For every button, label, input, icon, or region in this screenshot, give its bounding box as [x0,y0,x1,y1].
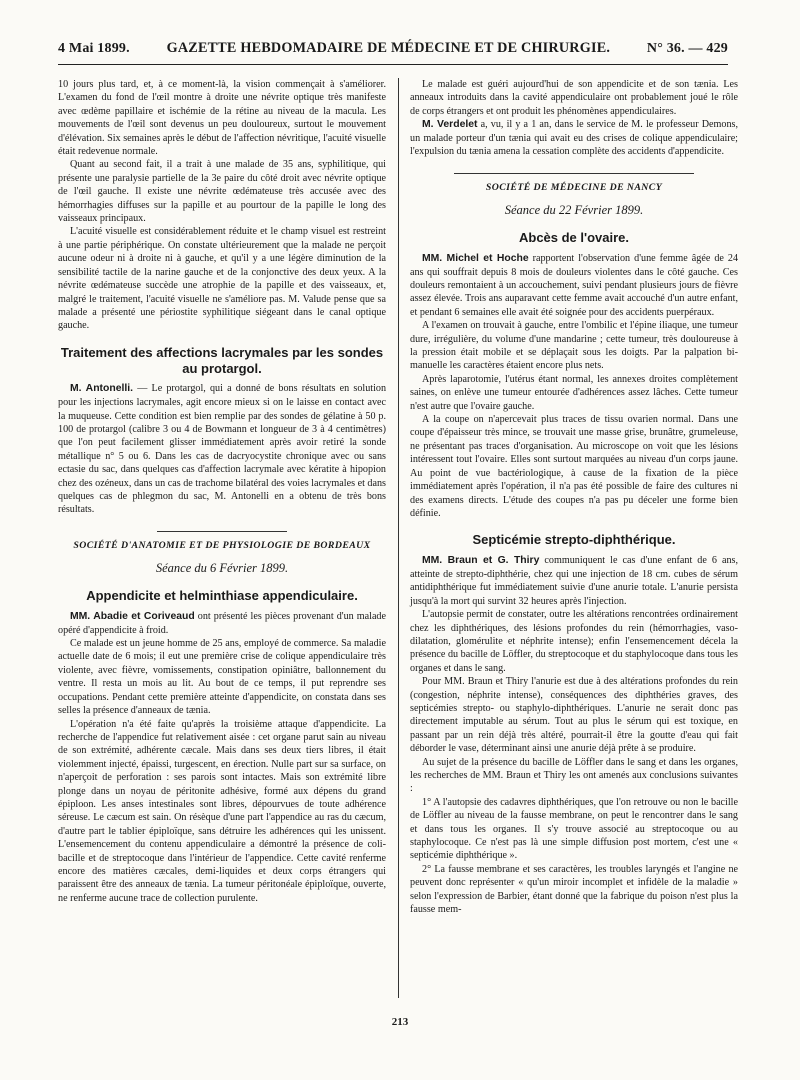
section-heading-septicemie: Septicémie strepto-diphthérique. [472,532,676,548]
column-divider [398,78,399,998]
page-header [58,40,728,65]
session-date-bordeaux: Séance du 6 Février 1899. [155,560,289,575]
society-heading-nancy: SOCIÉTÉ DE MÉDECINE DE NANCY [485,181,663,193]
section-heading-abces: Abcès de l'ovaire. [518,230,630,246]
paragraph: 1° A l'autopsie des cadavres diphthériques, que l'on retrouve ou non le bacille de Löffler au niveau de la fausse membrane, on peut le rencontrer dans le sang et dans tous les organes. Il s'y trouve associé au streptocoque ou au staphylocoque. Ce n'est pas là une simple diffusion post mortem, c'est une « septicémie diphthérique ». [410,796,738,862]
folio-number: 213 [391,1016,409,1028]
paragraph: Quant au second fait, il a trait à une malade de 35 ans, syphilitique, qui présente une paralysie partielle de la 3e paire du côté droit avec névrite optique de l'œil gauche. Il existe une névrite œdémateuse très accusée avec des hémorrhagies diffuses sur la papille et au pourtour de la papille le long des vaisseaux principaux. [58,159,386,225]
paragraph: MM. Braun et G. Thiry communiquent le cas d'une enfant de 6 ans, atteinte de strepto-diphthérie, chez qui une injection de 18 cm. cubes de sérum antidiphthérique fut immédiatement suivie d'une anurie totale. L'anurie persista jusqu'à la mort qui survint 32 heures après l'injection. [410,555,738,607]
paragraph: Après laparotomie, l'utérus étant normal, les annexes droites complètement saines, on enlève une tumeur entourée d'adhérences assez lâches. Cette tumeur n'est autre que l'ovaire gauche. [410,373,738,412]
paragraph: M. Verdelet a, vu, il y a 1 an, dans le service de M. le professeur Demons, un malade porteur d'un tænia qui avait eu des crises de colique appendiculaire; l'expulsion du tænia amena la cessation complète des accidents d'appendicite. [410,119,738,158]
author-name: M. Verdelet [422,119,478,131]
section-rule [157,531,287,532]
paragraph: A la coupe on n'apercevait plus traces de tissu ovarien normal. Dans une coupe d'épaisseur très mince, se trouvait une masse grise, brunâtre, grumeleuse, ne présentant pas traces d'organisation. Au microscope on voit que les lésions intéressent tout l'ovaire. Elles sont surtout marquées au niveau d'un corps jaune. Au point de vue bactériologique, à cause de la fixation de la pièce immédiatement après l'opération, il n'a pas été possible de faire des cultures ni des examens directs. L'étude des coupes n'a pas pu déceler une forme bien définie. [410,414,738,519]
left-column [58,78,386,905]
author-name: MM. Abadie et Coriveaud [70,610,195,622]
issue-page-number: N° 36. — 429 [646,41,728,56]
header-date: 4 Mai 1899. [58,41,130,56]
paragraph: Au sujet de la présence du bacille de Löffler dans le sang et dans les organes, les recherches de MM. Braun et Thiry les ont amenés aux conclusions suivantes : [410,756,738,795]
paragraph: Le malade est guéri aujourd'hui de son appendicite et de son tænia. Les anneaux introduits dans la cavité appendiculaire ont probablement joué le rôle de corps étrangers et ont produit les phénomènes appendiculaires. [410,79,738,117]
author-name: M. Antonelli. [70,383,134,395]
paragraph: L'autopsie permit de constater, outre les altérations rencontrées ordinairement chez les diphthériques, des lésions profondes du rein (hémorrhagies, vaso-dilatation, glomérulite et néphrite intense); enfin l'ensemencement décela la présence du bacille de Löffler, du streptocoque et du staphylocoque dans tous les organes et dans le sang. [410,609,738,674]
paragraph: A l'examen on trouvait à gauche, entre l'ombilic et l'épine iliaque, une tumeur dure, irrégulière, du volume d'une mandarine ; cette tumeur, très douloureuse à la pression était mobile et se déplaçait sous les doigts. Par la palpation bi-manuelle les caractères étaient encore plus nets. [410,320,738,372]
author-name: MM. Michel et Hoche [422,252,529,264]
section-heading-lacrymal: Traitement des affections lacrymales par les sondes au protargol. [60,344,384,376]
section-rule [454,173,694,174]
paragraph: Ce malade est un jeune homme de 25 ans, employé de commerce. Sa maladie actuelle date de 6 mois; il eut une première crise de colique appendiculaire très violente, avec fièvre, vomissements, constipation opiniâtre, ballonnement du ventre. Il resta un mois au lit. Au bout de ce temps, il put reprendre ses occupations. Pendant cette première atteinte d'appendicite, on constata dans ses selles la présence d'anneaux de tænia. [58,638,386,717]
right-column [410,78,738,916]
author-name: MM. Braun et G. Thiry [422,555,540,567]
journal-title: GAZETTE HEBDOMADAIRE DE MÉDECINE ET DE CHIRURGIE. [166,40,611,56]
paragraph: L'opération n'a été faite qu'après la troisième attaque d'appendicite. La recherche de l'appendice fut relativement aisée : cet organe parut sain au niveau de son extrémité, adhérente cæcale. Mais dans ses deux tiers libres, il était violemment injecté, épaissi, turgescent, en érection. Nulle part sur sa surface, on n'aperçoit de perforation : ses parois sont intactes. Mais son extrémité libre plonge dans un noyau de péritonite adhésive, formé aux dépens du grand épiploon. Les anses intestinales sont libres, dépourvues de toute adhérence séreuse. Le cæcum est sain. On résèque d'une part l'appendice au ras du cæcum, d'autre part le tablier épiploïque, sans détruire les adhérences qui les unissent. L'ensemencement du contenu appendiculaire a démontré la présence de coli-bacille et de streptocoque dans l'intérieur de l'appendice. Cette cavité renferme encore des matières cæcales, demi-liquides et deux corps étrangers qui paraissent être des anneaux de tænia. La tumeur péritonéale épiploïque, ouverte, ne renferme aucune trace de collection purulente. [58,718,386,904]
society-heading-bordeaux: SOCIÉTÉ D'ANATOMIE ET DE PHYSIOLOGIE DE BORDEAUX [73,539,371,551]
paragraph: Pour MM. Braun et Thiry l'anurie est due à des altérations profondes du rein (congestion, néphrite intense), conséquences des diphthéries graves, des septicémies strepto- ou staphylo-diphthériques. L'anurie ne serait donc pas directement imputable au sérum. Tout au plus le sérum qui est toxique, en passant par un rein déjà très altéré, pourrait-il être la goutte d'eau qui fait déborder le vase, déterminant ainsi une anurie déjà prête à se produire. [410,676,738,755]
paragraph: M. Antonelli. — Le protargol, qui a donné de bons résultats en solution pour les injections lacrymales, agit encore mieux si on le laisse en contact avec la muqueuse. Cette condition est bien remplie par des sondes de gélatine à 50 p. 100 de protargol (calibre 3 ou 4 de Bowmann et longueur de 3 à 4 centimètres) que l'on peut facilement glisser immédiatement après avoir retiré la sonde métallique n° 5 ou 6. Dans les cas de dacryocystite chronique avec ou sans ectasie du sac, dans quelques cas d'affection lacrymale avec kératite à hipopion chez des ozéneux, dans un cas de trachome bilatéral des voies lacrymales et dans quelques cas de phlegmon du sac, M. Antonelli en a obtenu de très bons résultats. [58,383,387,516]
session-date-nancy: Séance du 22 Février 1899. [504,202,644,217]
paragraph: MM. Michel et Hoche rapportent l'observation d'une femme âgée de 24 ans qui souffrait depuis 8 mois de douleurs violentes dans le côté gauche. Ces douleurs remontaient à un accouchement, suivi pendant plusieurs jours de fièvre assez élevée. Trois ans auparavant cette femme avait accouché d'un autre enfant, et pendant 6 semaines elle avait été soignée pour des accidents puerpéraux. [410,252,739,318]
paragraph: 10 jours plus tard, et, à ce moment-là, la vision commençait à s'améliorer. L'examen du fond de l'œil montre à droite une névrite optique très manifeste avec œdème papillaire et ischémie de la rétine au niveau de la macula. Les mouvements de l'œil sont devenus un peu douloureux, surtout le mouvement d'élévation. Six semaines après le début de l'affection névritique, l'acuité visuelle était redevenue normale. [58,79,386,158]
paragraph: L'acuité visuelle est considérablement réduite et le champ visuel est restreint à une partie périphérique. On constate ultérieurement que la malade ne perçoit aucune odeur ni à droite ni à gauche, et qu'il y a une légère diminution de la sensibilité tactile de la narine gauche et de la conjonctive des deux yeux. A la névrite œdémateuse succède une atrophie de la papille et des vaisseaux, et, malgré le traitement, l'acuité visuelle ne s'améliore pas. M. Valude pense que sa malade a présenté une périostite syphilitique siégeant dans le canal optique gauche. [58,226,386,332]
paragraph: 2° La fausse membrane et ses caractères, les troubles laryngés et l'angine ne peuvent donc représenter « qu'un miroir incomplet et infidèle de la maladie » selon l'expression de Barbier, étant donné que la fabrique du poison n'est plus la fausse mem- [410,863,738,916]
section-heading-appendicite: Appendicite et helminthiase appendiculaire. [86,588,358,604]
paragraph: MM. Abadie et Coriveaud ont présenté les pièces provenant d'un malade opéré d'appendicite à froid. [58,610,386,636]
